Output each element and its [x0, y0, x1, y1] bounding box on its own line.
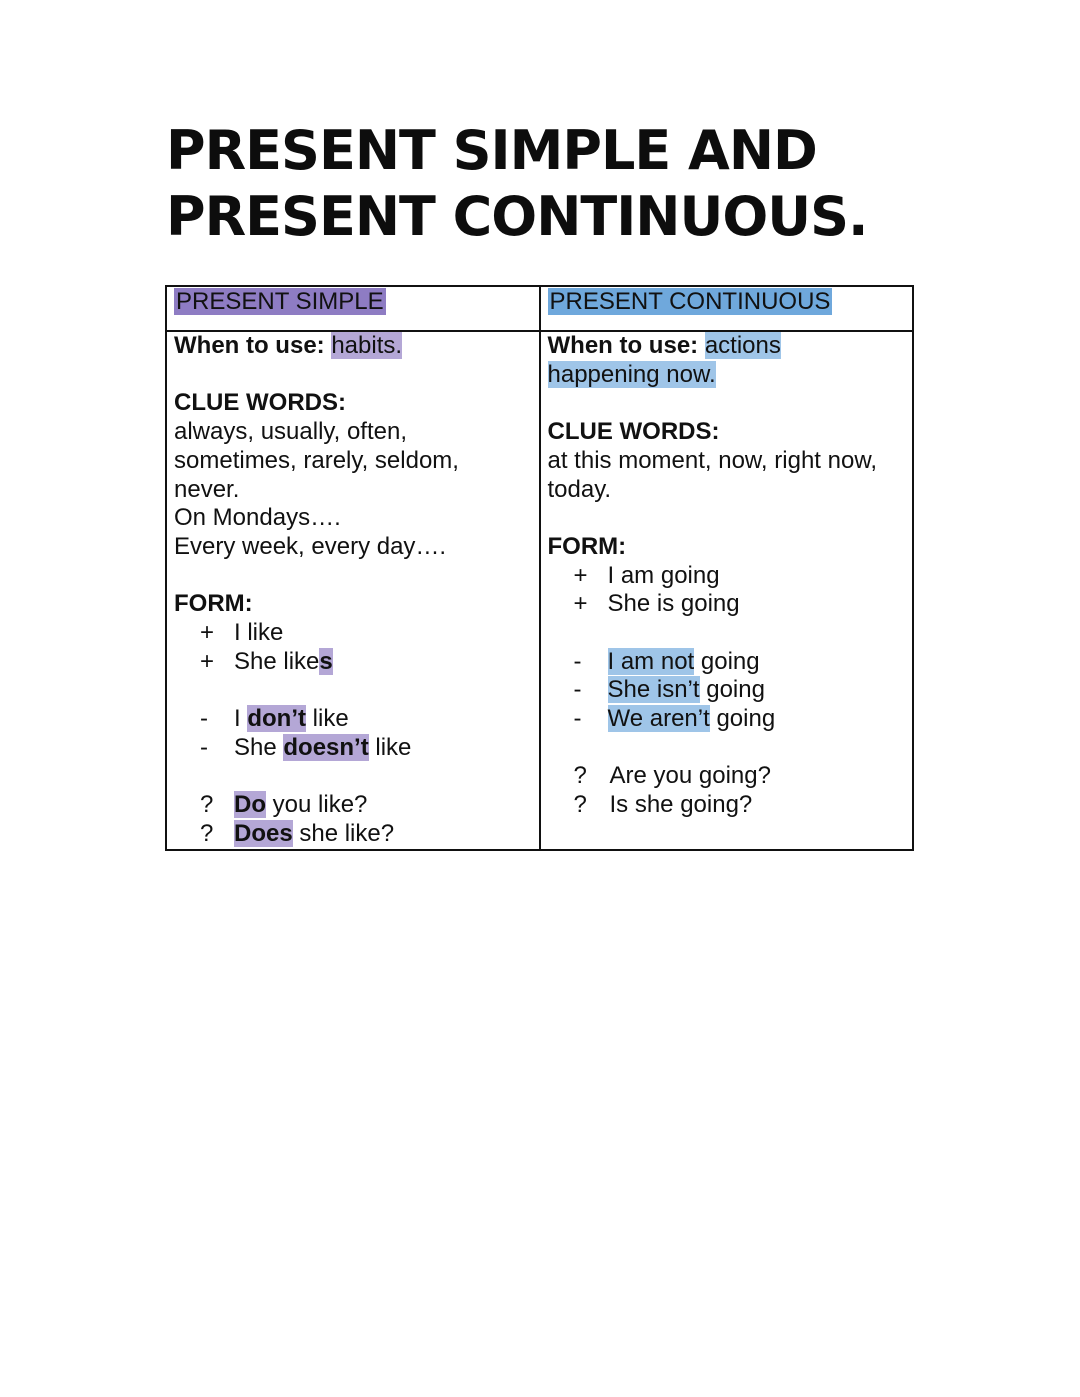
simple-clue-line: never.: [174, 475, 240, 503]
plus-symbol: +: [573, 590, 588, 618]
title-line-2: PRESENT CONTINUOUS.: [166, 185, 868, 248]
simple-header: PRESENT SIMPLE: [176, 288, 384, 315]
simple-clue-line: On Mondays….: [174, 504, 341, 532]
simple-form-positive: + She likes: [174, 648, 532, 677]
simple-form-question: ? Do you like?: [174, 791, 532, 820]
question-symbol: ?: [573, 791, 587, 819]
continuous-when-value: actions: [704, 332, 781, 359]
continuous-header-cell: [540, 286, 914, 331]
continuous-form-label: FORM:: [547, 532, 627, 560]
question-symbol: ?: [200, 791, 214, 819]
continuous-form-question: ? Is she going?: [548, 791, 906, 820]
continuous-form-negative: - She isn’t going: [548, 676, 906, 705]
continuous-clue-label: CLUE WORDS:: [547, 418, 720, 446]
simple-clue-line: sometimes, rarely, seldom,: [174, 446, 459, 474]
tense-comparison-table: [165, 285, 914, 851]
continuous-form-question: ? Are you going?: [548, 762, 906, 791]
continuous-form-negative: - I am not going: [548, 648, 906, 677]
continuous-clue-line: at this moment, now, right now,: [547, 446, 877, 474]
simple-when-to-use: [174, 332, 532, 361]
continuous-when-to-use: [548, 332, 906, 361]
plus-symbol: +: [200, 647, 215, 675]
minus-symbol: -: [573, 676, 582, 704]
continuous-form-positive: + I am going: [548, 562, 906, 591]
continuous-when-value-2: happening now.: [547, 360, 716, 388]
simple-clue-line: Every week, every day….: [174, 532, 447, 560]
minus-symbol: -: [200, 705, 208, 733]
question-symbol: ?: [200, 819, 214, 847]
simple-form-negative: - She doesn’t like: [174, 734, 532, 763]
simple-content-cell: [166, 331, 540, 850]
title-line-1: PRESENT SIMPLE AND: [166, 119, 817, 182]
minus-symbol: -: [573, 705, 582, 733]
minus-symbol: -: [573, 647, 582, 675]
simple-clue-label: CLUE WORDS:: [174, 389, 346, 417]
continuous-header: PRESENT CONTINUOUS: [549, 288, 831, 315]
question-symbol: ?: [573, 762, 587, 790]
simple-form-positive: + I like: [174, 619, 532, 648]
continuous-when-label: When to use:: [547, 332, 699, 359]
simple-when-label: When to use:: [174, 332, 325, 359]
page-title: [166, 118, 868, 250]
continuous-form-positive: + She is going: [548, 590, 906, 619]
simple-form-question: ? Does she like?: [174, 820, 532, 849]
minus-symbol: -: [200, 733, 208, 761]
continuous-clue-line: today.: [547, 475, 612, 503]
content-row: [166, 331, 913, 850]
plus-symbol: +: [573, 561, 588, 589]
plus-symbol: +: [200, 619, 215, 646]
continuous-form-negative: - We aren’t going: [548, 705, 906, 734]
simple-when-value: habits.: [331, 332, 403, 359]
continuous-content-cell: [540, 331, 914, 850]
simple-form-negative: - I don’t like: [174, 705, 532, 734]
header-row: [166, 286, 913, 331]
simple-header-cell: [166, 286, 540, 331]
simple-form-label: FORM:: [174, 590, 253, 618]
simple-clue-line: always, usually, often,: [174, 418, 408, 446]
